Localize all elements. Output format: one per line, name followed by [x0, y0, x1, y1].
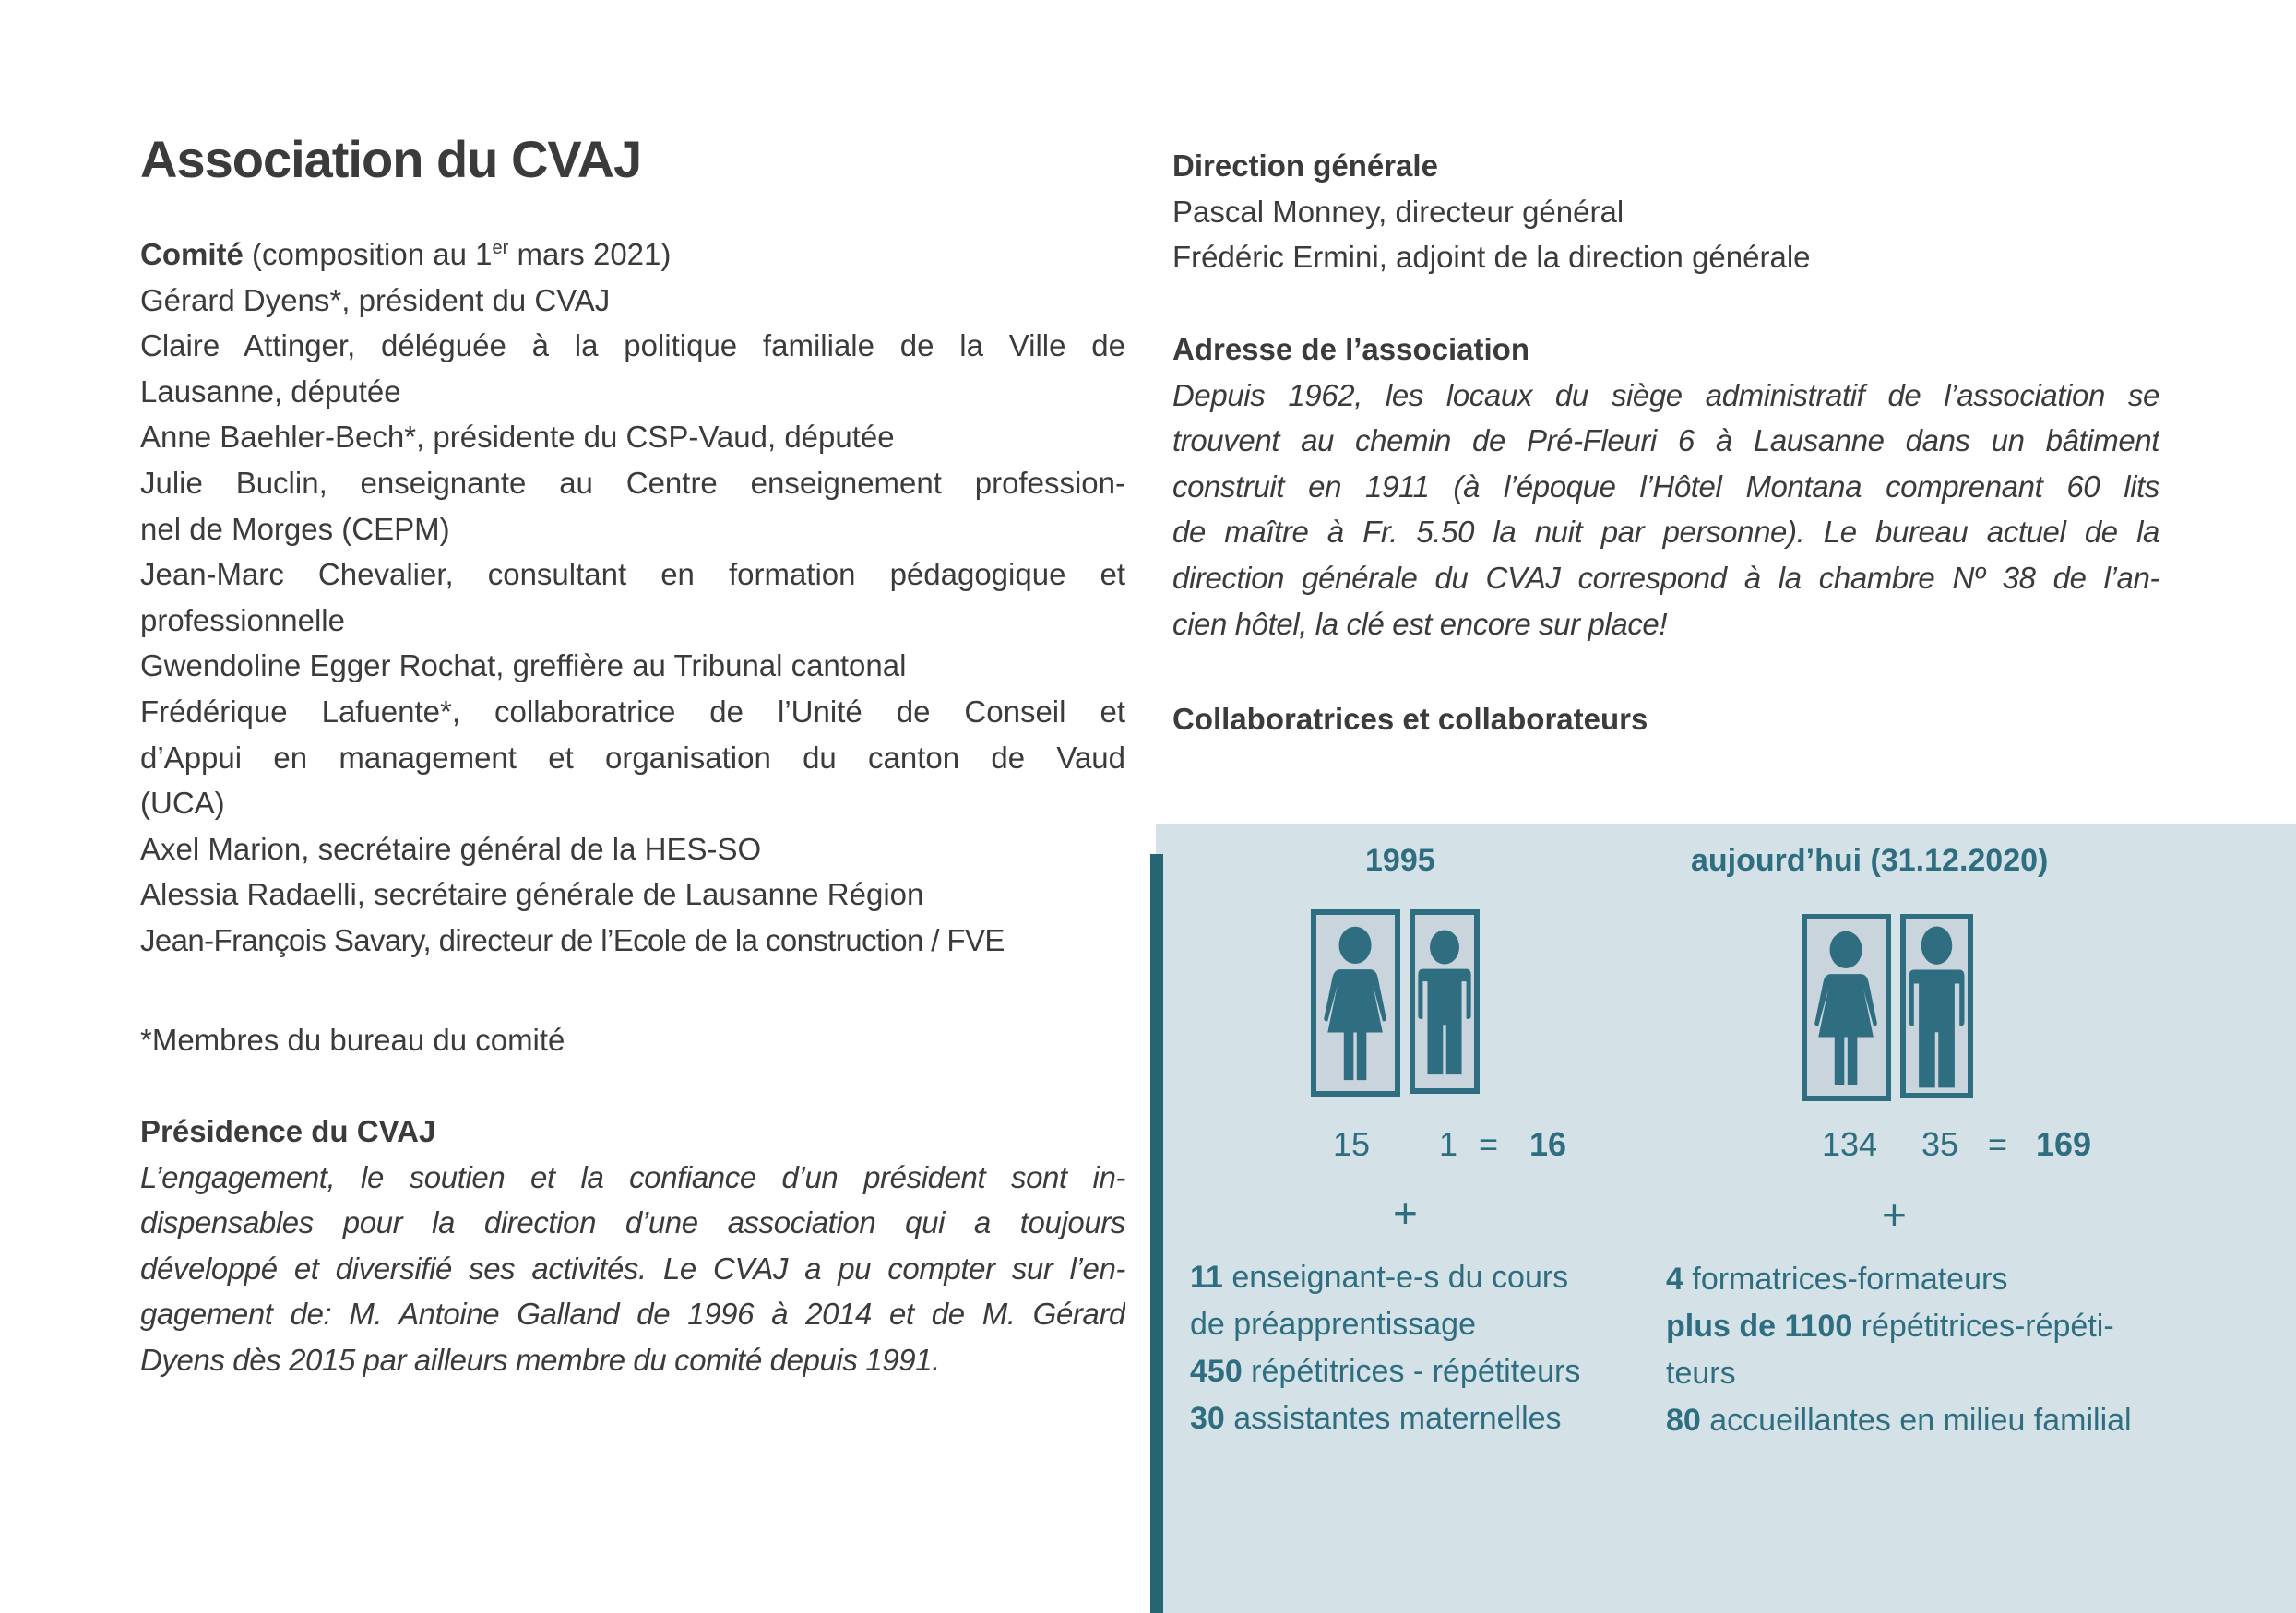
footnote-text: *Membres du bureau du comité: [140, 1023, 565, 1057]
direction-member: Pascal Monney, directeur général: [1172, 194, 1624, 229]
comite-member: Alessia Radaelli, secrétaire générale de Lausanne Région: [140, 877, 924, 912]
comite-member: Julie Buclin, enseignante au Centre enseignement profession-: [140, 465, 1125, 500]
adresse-heading: Adresse de l’association: [1172, 332, 1529, 366]
comite-member: Jean-Marc Chevalier, consultant en formation pédagogique et: [140, 557, 1125, 592]
extra-item: [1190, 1395, 1580, 1442]
extras-1995: [1190, 1254, 1580, 1442]
presidence-line: développé et diversifié ses activités. Le CVAJ a pu compter sur l’en-: [140, 1251, 1125, 1286]
comite-heading: Comité: [140, 237, 244, 271]
adresse-line: trouvent au chemin de Pré-Fleuri 6 à Lausanne dans un bâtiment: [1172, 423, 2159, 458]
adresse-line: direction générale du CVAJ correspond à la chambre Nº 38 de l’an-: [1172, 560, 2159, 595]
direction-heading: Direction générale: [1172, 148, 1438, 183]
extra-text: teurs: [1666, 1356, 1736, 1391]
adresse-section: [1172, 326, 2159, 646]
adresse-line: construit en 1911 (à l’époque l’Hôtel Montana comprenant 60 lits: [1172, 468, 2159, 504]
men-count-1995: 1: [1439, 1125, 1458, 1163]
presidence-line: L’engagement, le soutien et la confiance d’un président sont in-: [140, 1159, 1125, 1194]
women-count-1995: 15: [1333, 1125, 1371, 1163]
extra-number: 450: [1190, 1354, 1243, 1389]
equals-sign-today: =: [1988, 1125, 2008, 1163]
plus-sign-1995: +: [1393, 1189, 1418, 1237]
extra-text: assistantes maternelles: [1224, 1401, 1562, 1436]
extra-text: enseignant-e-s du cours: [1222, 1260, 1569, 1295]
extra-number: 30: [1190, 1401, 1225, 1436]
extras-today: [1666, 1256, 2132, 1444]
count-row-today: [1822, 1125, 2117, 1166]
men-count-today: 35: [1921, 1125, 1959, 1163]
comite-member: nel de Morges (CEPM): [140, 511, 450, 546]
total-count-1995: 16: [1529, 1125, 1567, 1163]
comite-member: Frédérique Lafuente*, collaboratrice de l’Unité de Conseil et: [140, 694, 1125, 729]
extra-number: plus de 1100: [1666, 1309, 1853, 1344]
comite-heading-line: [140, 231, 1125, 278]
comite-member: Gérard Dyens*, président du CVAJ: [140, 282, 611, 317]
comite-note-pre: (composition au 1: [252, 237, 493, 271]
comite-member: (UCA): [140, 786, 225, 821]
total-count-today: 169: [2036, 1125, 2092, 1163]
woman-figure-today: [1802, 914, 1891, 1101]
extra-text: accueillantes en milieu familial: [1700, 1403, 2132, 1438]
presidence-section: [140, 1109, 1125, 1383]
comite-member: Gwendoline Egger Rochat, greffière au Tribunal cantonal: [140, 648, 907, 683]
man-icon: [1906, 919, 1968, 1093]
collaborateurs-heading-block: [1172, 696, 2159, 742]
count-row-1995: [1328, 1125, 1605, 1166]
extra-item: [1666, 1303, 2132, 1350]
footnote: [140, 1017, 1125, 1063]
extra-text: répétitrices - répétiteurs: [1242, 1354, 1581, 1389]
comite-member: professionnelle: [140, 602, 345, 637]
comite-member: d’Appui en management et organisation du canton de Vaud: [140, 740, 1125, 775]
man-icon: [1415, 915, 1474, 1088]
comite-member: Anne Baehler-Bech*, présidente du CSP-Vaud, députée: [140, 420, 895, 455]
adresse-text: [1172, 373, 2159, 647]
period-1995-label: 1995: [1365, 843, 1435, 878]
woman-icon: [1316, 915, 1395, 1091]
presidence-heading: Présidence du CVAJ: [140, 1114, 436, 1148]
comite-member: Axel Marion, secrétaire général de la HES-SO: [140, 831, 762, 866]
adresse-line: cien hôtel, la clé est encore sur place!: [1172, 606, 1668, 641]
period-today-label: aujourd’hui (31.12.2020): [1691, 843, 2049, 878]
extra-item: [1190, 1348, 1580, 1395]
man-figure-1995: [1410, 909, 1480, 1094]
presidence-line: Dyens dès 2015 par ailleurs membre du comité depuis 1991.: [140, 1342, 940, 1377]
collaborateurs-heading: Collaboratrices et collaborateurs: [1172, 702, 1648, 736]
comite-member: Jean-François Savary, directeur de l’Ecole de la construction / FVE: [140, 922, 1005, 957]
page-title: Association du CVAJ: [140, 130, 642, 188]
comite-member: Lausanne, députée: [140, 374, 401, 409]
woman-icon: [1807, 919, 1886, 1096]
adresse-line: Depuis 1962, les locaux du siège administratif de l’association se: [1172, 377, 2159, 412]
extra-text: formatrices-formateurs: [1683, 1262, 2008, 1297]
extra-text: répétitrices-répéti-: [1852, 1309, 2114, 1344]
extra-item: [1190, 1254, 1580, 1301]
panel-accent-bar: [1150, 854, 1163, 1613]
comite-member: Claire Attinger, déléguée à la politique familiale de la Ville de: [140, 328, 1125, 363]
comite-note-sup: er: [492, 238, 509, 258]
presidence-text: [140, 1155, 1125, 1383]
presidence-line: gagement de: M. Antoine Galland de 1996 à 2014 et de M. Gérard: [140, 1297, 1125, 1332]
extra-item: [1666, 1256, 2132, 1303]
extra-number: 80: [1666, 1403, 1701, 1438]
extra-number: 11: [1190, 1260, 1223, 1295]
adresse-line: de maître à Fr. 5.50 la nuit par personne). Le bureau actuel de la: [1172, 515, 2159, 550]
plus-sign-today: +: [1882, 1191, 1907, 1239]
extra-item: [1666, 1397, 2132, 1444]
presidence-line: dispensables pour la direction d’une association qui a toujours: [140, 1205, 1125, 1240]
equals-sign-1995: =: [1479, 1125, 1499, 1163]
man-figure-today: [1900, 914, 1973, 1098]
extra-number: 4: [1666, 1262, 1683, 1297]
comite-section: [140, 231, 1125, 964]
extra-text: de préapprentissage: [1190, 1307, 1477, 1342]
women-count-today: 134: [1822, 1125, 1878, 1163]
woman-figure-1995: [1311, 909, 1400, 1097]
direction-member: Frédéric Ermini, adjoint de la direction générale: [1172, 240, 1811, 275]
direction-section: [1172, 143, 2159, 280]
extra-item: [1190, 1301, 1580, 1348]
extra-item: [1666, 1350, 2132, 1397]
comite-note-post: mars 2021): [508, 237, 672, 271]
